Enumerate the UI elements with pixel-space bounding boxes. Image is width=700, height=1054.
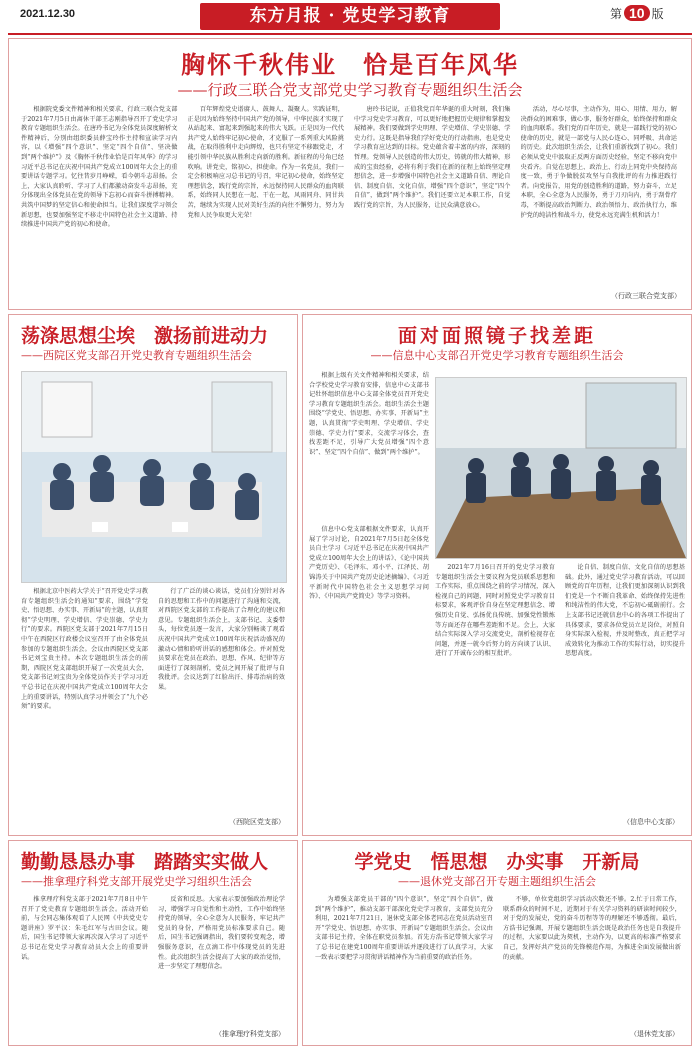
- meeting-photo-icon: [22, 372, 286, 582]
- article-2: [8, 314, 298, 836]
- page-number-label: [610, 5, 664, 22]
- article-1-signoff: （行政三联合党支部）: [611, 292, 681, 300]
- article-2-columns: [21, 587, 285, 811]
- article-1-col-2: 百年辉煌党史谱赓人、鼓舞人、凝聚人。实践证明，正是因为始终坚持中国共产党的领导，中华民族才实现了从站起来、富起来到强起来的伟大飞跃。正是因为一代代共产党人始终牢记初心使命，才克服了一系列重大风险挑战，在取得胜利中走向辉煌，也只有坚定不移跟党走，才能引领中华民族从胜利走向新的胜利。新征程的号角已经吹响。讲党史，铭初心，担使命。作为一名党员，我们一定会积极响应习总书记的号召，牢记初心使命，始终坚定理想信念，践行党的宗旨，永远保持同人民群众的血肉联系，始终同人民想在一起、干在一起，风雨同舟、同甘共苦，继续为实现人民对美好生活的向往不懈努力，努力为党和人民争取更大光荣！: [187, 106, 344, 219]
- article-3-photo: [435, 377, 687, 559]
- article-1-columns: [21, 105, 677, 285]
- page-prefix: 第: [610, 7, 623, 21]
- page-number: 10: [624, 5, 650, 21]
- article-1-subtitle: ——行政三联合党支部党史学习教育专题组织生活会: [177, 81, 523, 99]
- article-3-title: 面对面照镜子找差距: [397, 325, 596, 347]
- article-1-col-3: 唐玲书记说，正值我党百年华诞的重大时刻，我们集中学习党史学习教育，可以更好地把握历史规律和掌握发展精神。我们要做到学史明理、学史增信、学史崇德、学史力行。这既是指导我们学好党史的行动指南，也是党史学习教育应达到的目标。党史蕴含着丰富的内容，深刻的哲理。党领导人民创造的伟大历史，铸就的伟大精神，形成的宝贵经验，必将有利于我们在新的征程上始终坚定理想信念，进一步增强中国特色社会主义道路自信、理论自信、制度自信、文化自信，增强“四个意识”，坚定“四个自信”，做到“两个维护”。我们还要立足本职工作，自觉践行党的宗旨，为人民服务，让民众满意放心。: [354, 106, 511, 209]
- article-2-col-1: 根据北京中医药大学关于“召开党史学习教育专题组织生活会的通知”要求，围绕“学党史、悟思想、办实事、开新局”的主题，认真贯彻“学史明理、学史增信、学史崇德、学史力行”的要求。西院区党支部于2021年7月15日中午在西院区行政楼会议室召开了由全体党员参加的专题组织生活会。会议由西院区党支部书记刘宝贵主持。本次专题组织生活会的前期，西院区党支部组织开展了一次党员大会，党支部书记刘宝贵为全体党员作关于学习习近平总书记在庆祝中国共产党成立100周年大会上的重要讲话，特别认真学习并领会了“九个必须”的要求。: [21, 588, 148, 711]
- article-4-columns: [21, 895, 285, 1023]
- article-4-subtitle: ——推拿理疗科党支部开展党史学习组织生活会: [21, 875, 252, 888]
- article-1-col-1: 根据院党委文件精神和相关要求，行政三联合党支部于2021年7月5日由离休干部王志刚指导召开了党史学习教育专题组织生活会。在唐玲书记为全体党员深度解析文件精神后，分别由组织委员薛宝玲作主持和宣读学习内容，以《增强“四个意识”、坚定“四个自信”、坚决做到“两个维护”》及《胸怀千秋伟业恰是百年风华》的学习习近平总书记在庆祝中国共产党成立100周年大会上的重要讲话专题学习。忆往昔岁月峥嵘，看今朝斗志昂扬。会上，大家认真聆听、学习了人们都激动奋发斗志昂扬，充分体现出全体党员在党的领导下忘初心而奋斗拼搏精神。共筑中国梦的坚定信心和使命担当。让我们深度学习领会新思想，也要加强坚定不移走中国特色社会主义道路、持续推进中国共产党的初心和使命。: [21, 106, 178, 229]
- meeting-room-photo-icon: [436, 378, 686, 558]
- article-3-subtitle: ——信息中心支部召开党史学习教育专题组织生活会: [370, 349, 624, 362]
- article-4-col-2: 反省和反思。大家表示要加强政治理论学习，增强学习自觉性和主动性，工作中始终坚持党的领导，全心全意为人民服务，牢记共产党员的身份，严格用党员标准要求自己。随后，国生书记强调指出，我们要转变观念，增强服务意识，在点滴工作中体现党员的先进性。此次组织生活会提高了大家的政治觉悟，进一步坚定了理想信念。: [158, 896, 285, 971]
- article-2-col-2: 行了广泛的谈心谈话，党员们分别针对各自的思想和工作中的问题进行了沟通和交流，对西院区党支部的工作提出了合理化的建议和意见。专题组织生活会上，支部书记、支委带头，每位党员逐一发言，大家分别畅谈了观看庆祝中国共产党成立100周年庆祝活动盛况的激动心情和聆听讲话的感想和体会。并对照党员要求在党员在政治、思想、作风、纪律等方面进行了深刻剖析，党员之间开展了批评与自我批评。会议达到了红脸出汗、排毒治病的效果。: [158, 588, 285, 691]
- article-4: [8, 840, 298, 1046]
- article-1: [8, 38, 692, 310]
- article-3-col-1b: 信息中心党支部根据文件要求，认真开展了学习讨论，自2021年7月5日起全体党员自主学习《习近平总书记在庆祝中国共产党成立100周年大会上的讲话》、《论中国共产党历史》、《毛泽东、邓小平、江泽民、胡锦涛关于中国共产党历史论述摘编》、《习近平新时代中国特色社会主义思想学习问答》、《中国共产党简史》等学习资料。: [309, 526, 429, 601]
- article-5-subtitle: ——退休党支部召开专题主题组织生活会: [398, 875, 596, 888]
- issue-date: 2021.12.30: [20, 8, 76, 20]
- page-header: [0, 0, 700, 34]
- article-4-col-1: 推拿理疗科党支部于2021年7月8日中午召开了党史教育专题组织生活会。活动开始前，与会同志集体观看了人民网《中共党史专题讲座》罗平汉：朱毛红军与古田会议。随后，国生书记带领大家再次深入学习了习近平总书记在党史学习教育动员大会上的重要讲话。: [21, 896, 148, 961]
- article-5-columns: [315, 895, 681, 1023]
- article-5: [302, 840, 692, 1046]
- article-3-col-3: 论自信、制度自信、文化自信的思想基础。此外，通过党史学习教育活动，可以回顾党的百年历程，让我们更加深刻认识到我们党是一个不断自我革命、始终保持先进性和纯洁性的伟大党，不忘初心砥砺前行。会上支部书记还就信息中心的各项工作提出了具体要求，要求各位党员立足岗位，对照自身实际深入检视，并及时整改，真正把学习成效转化为推动工作的实际行动，切实提升思想高度。: [565, 564, 685, 658]
- article-3-signoff: （信息中心支部）: [623, 818, 679, 826]
- article-3-col-2: 2021年7月16日召开的党史学习教育专题组织生活会主要议程为党员联系思想和工作实际，重点围绕之前的学习情况，深入检视自己的问题，同时对照党史学习教育目标要求，客观评价自身在坚定理想信念、增强历史自觉、弘扬优良传统、加强党性锻炼等方面还存在哪些差距和不足。会上，大家结合实际深入学习交流党史，剖析检视存在问题，并逐一就今后努力的方向谈了认识、进行了开诚布公的相互批评。: [435, 564, 555, 658]
- article-5-col-1: 为增强支部党员干部的“四个意识”，坚定“四个自信”，做到“两个维护”，推动支部干部深化党史学习教育，支部党员充分利用，2021年7月21日，退休党支部全体老同志在党员活动室召开“学党史、悟思想、办实事、开新局”专题组织生活会。会议由支部书记主持，全体在职党员参加。首先方浩书记带领大家学习了总书记在建党100周年重要讲话并逐段进行了认真学习，大家一致表示要把学习贯彻讲话精神作为当前重要的政治任务。: [315, 896, 493, 961]
- article-3: [302, 314, 692, 836]
- article-2-title: 荡涤思想尘埃 激扬前进动力: [21, 325, 269, 347]
- header-divider: [8, 33, 692, 35]
- article-5-signoff: （退休党支部）: [630, 1030, 679, 1038]
- page-suffix: 版: [651, 7, 664, 21]
- article-1-title: 胸怀千秋伟业 恰是百年风华: [181, 50, 519, 79]
- article-1-col-4: 活动，尽心尽事，主动作为，用心、用情、用力，解决群众的困难事，做心事，服务好群众，始终保持和群众的血肉联系。我们党的百年历史，就是一部践行党的初心使命的历史，就是一部党与人民心连心、同呼吸、共命运的历史。此次组织生活会，让我们重新找到了初心。我们必须从党史中汲取正反两方面历史经验，坚定不移向党中央看齐。自觉在思想上、政治上、行动上同党中央保持高度一致，勇于争做脱贫攻坚与自我批评的有力推进践行者。向党报告，用党的创造胜利的道路，努力奋斗，立足本职，全心全意为人民服务，勇于刀刃向内，勇于刮骨疗毒，不断提高政治判断力、政治领悟力、政治执行力，维护党的纯洁性和战斗力，使党永远充满生机和活力！: [520, 106, 677, 219]
- article-2-photo: [21, 371, 287, 583]
- article-3-col-1a: 根据上级有关文件精神和相关要求，结合学校党史学习教育安排，信息中心支部书记牡怀组织信息中心支部全体党员召开党史学习教育专题组织生活会。组织生活会主题围绕“学党史、悟思想、办实事、开新局”主题，认真贯彻“学史明理、学史增信、学史崇德、学史力行”要求，交流学习体会，查找差距不足，引导广大党员增强“四个意识”、坚定“四个自信”、做到“两个维护”。: [309, 372, 429, 456]
- article-5-col-2: 不够，单位党组织学习活动次数还不够。2.忙于日常工作，联系群众的时间不足，近期对于有关学习资料的研读时间较少，对于党的发展史，党的奋斗历程等等的理解还不够透彻。最后，方浩书记强调，开展专题组织生活会既是政治任务也是自我提升的过程，大家要以此为契机，主动作为，以更高的标准严格要求自己，发挥好共产党员的先锋模范作用，为推进全面发展做出新的贡献。: [503, 896, 681, 961]
- masthead: 东方月报 · 党史学习教育: [200, 3, 500, 30]
- article-5-title: 学党史 悟思想 办实事 开新局: [354, 851, 640, 873]
- article-2-signoff: （西院区党支部）: [229, 818, 285, 826]
- article-2-subtitle: ——西院区党支部召开党史教育专题组织生活会: [21, 349, 252, 362]
- article-4-signoff: （推拿理疗科党支部）: [215, 1030, 285, 1038]
- article-4-title: 勤勤恳恳办事 踏踏实实做人: [21, 851, 269, 873]
